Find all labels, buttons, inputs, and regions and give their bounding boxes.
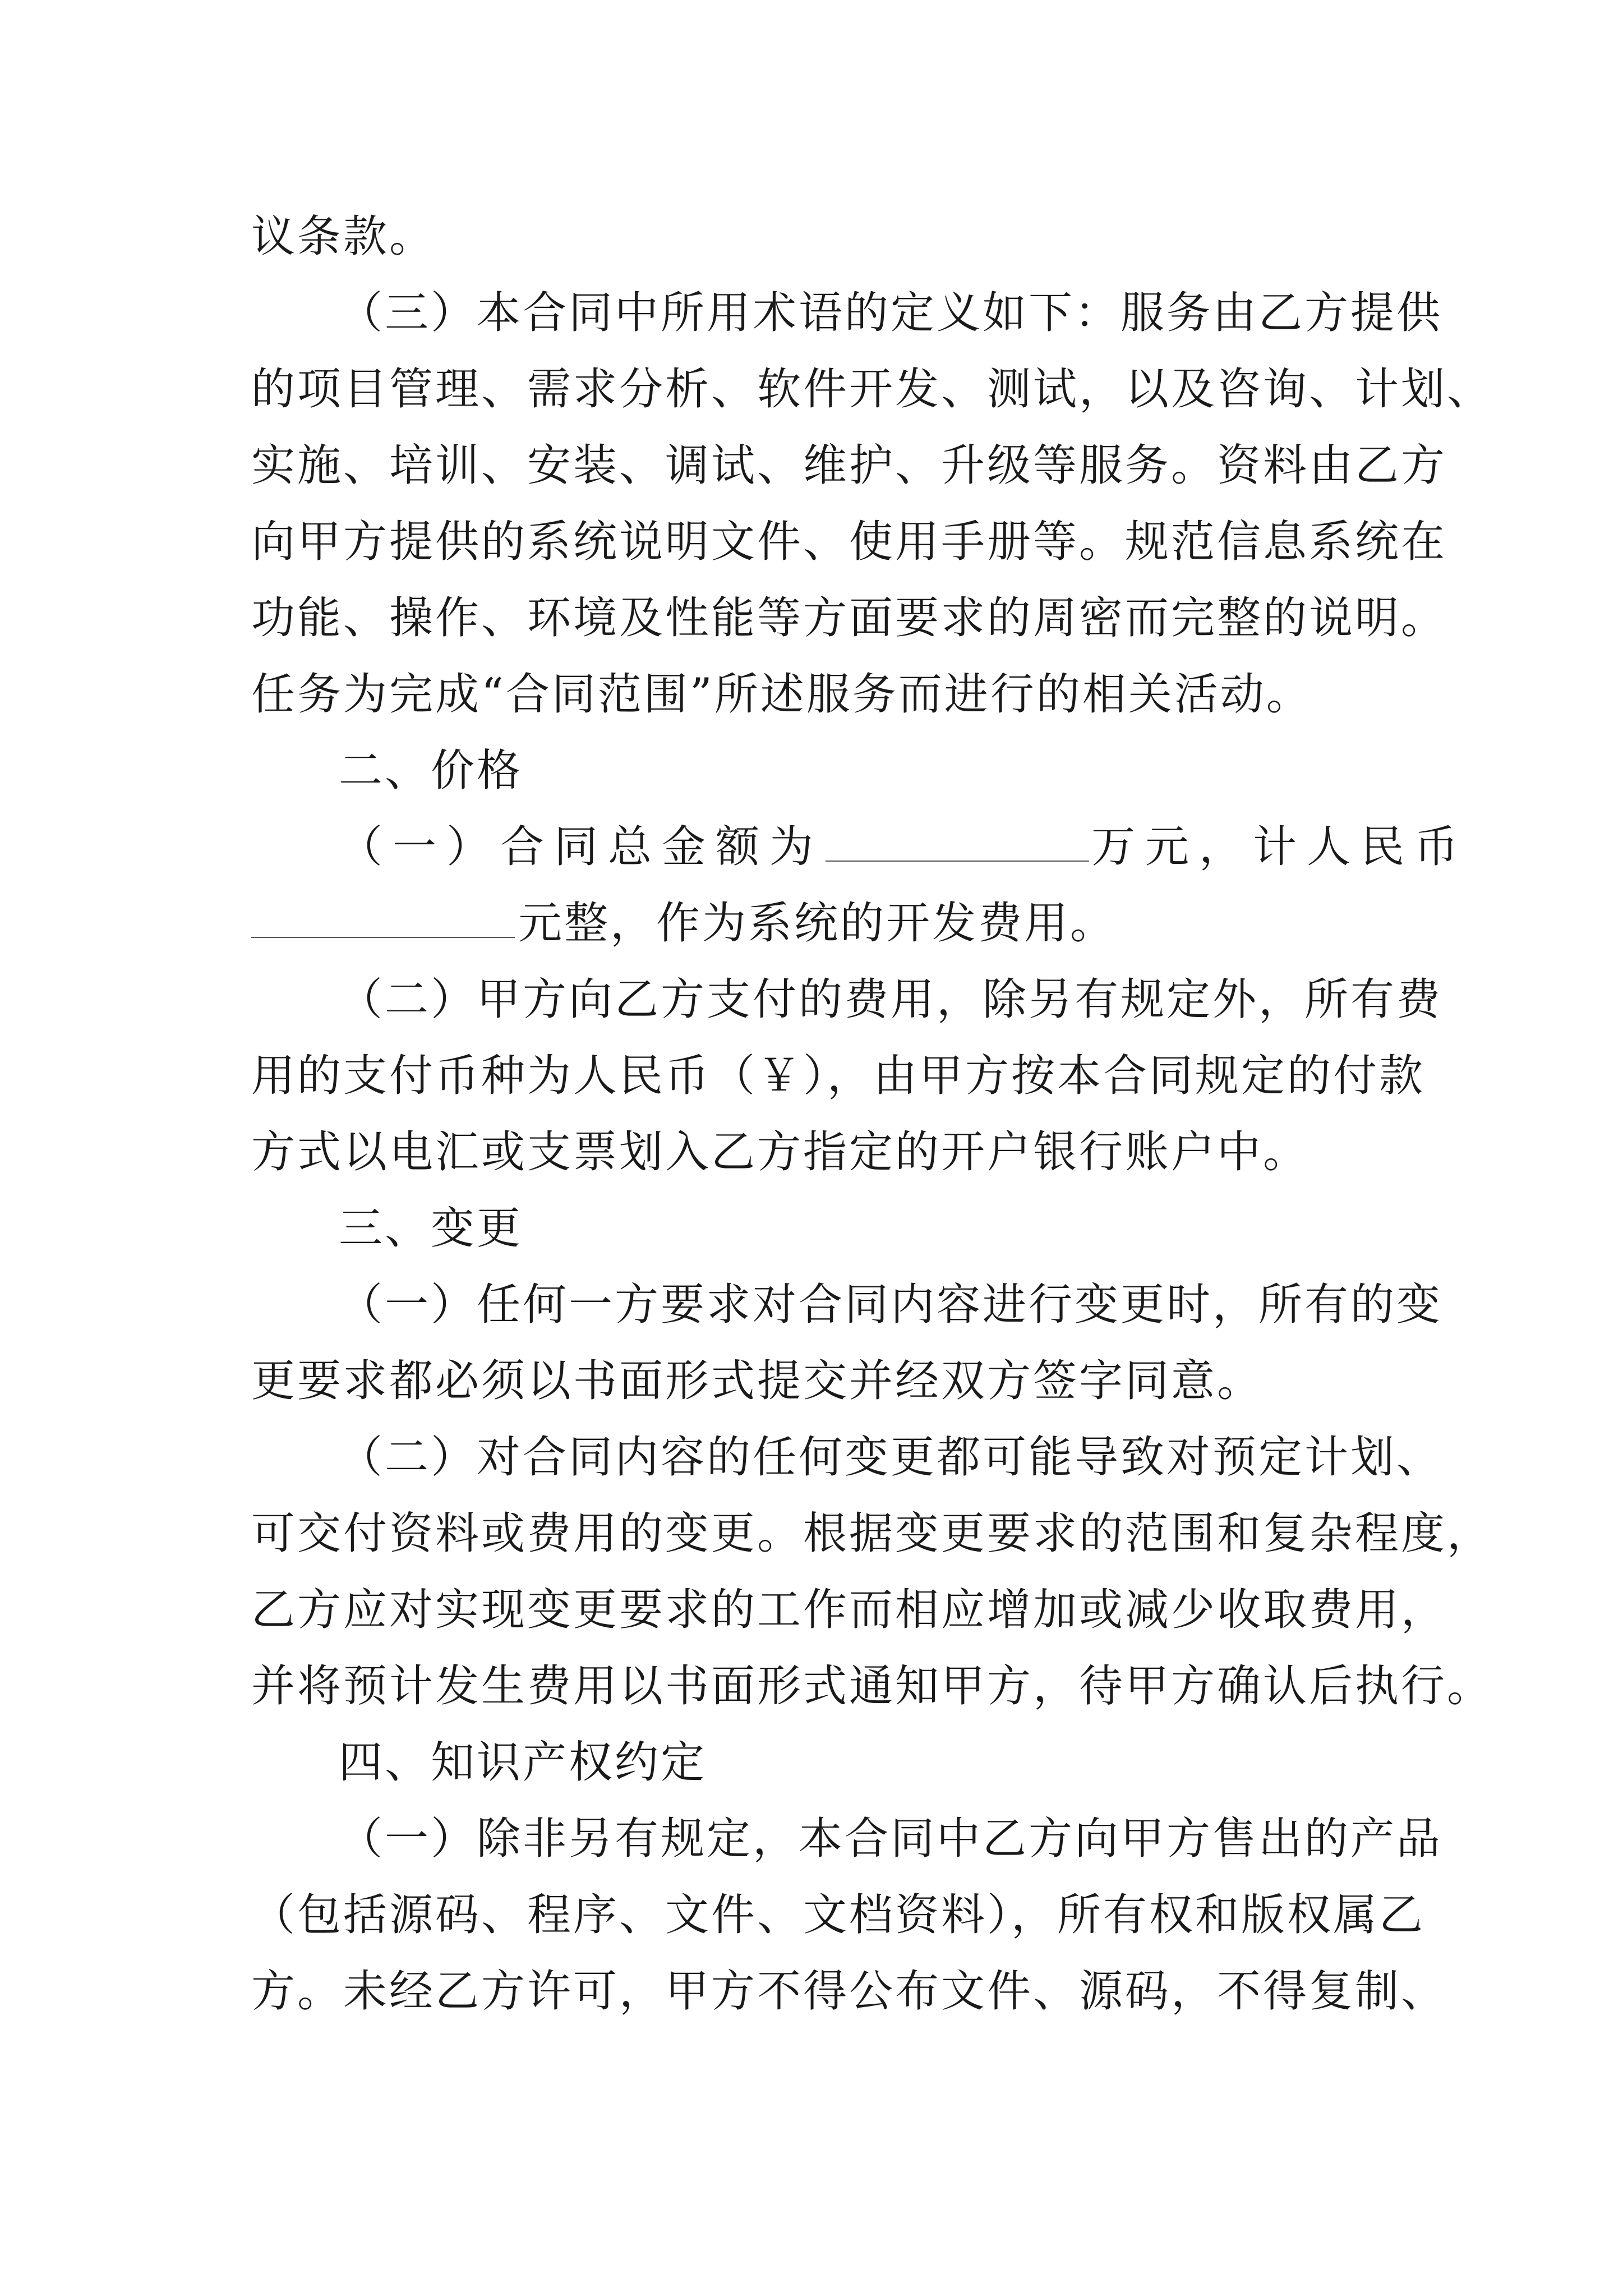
section-heading-ip: 四、知识产权约定 xyxy=(339,1737,707,1788)
clause-3-definitions: （三）本合同中所用术语的定义如下：服务由乙方提供 xyxy=(339,288,1443,338)
text-line: 方。未经乙方许可，甲方不得公布文件、源码，不得复制、 xyxy=(251,1966,1447,2017)
text-line: 方式以电汇或支票划入乙方指定的开户银行账户中。 xyxy=(251,1127,1310,1177)
text-line: （包括源码、程序、文件、文档资料），所有权和版权属乙 xyxy=(251,1890,1426,1940)
text-line: 并将预计发生费用以书面形式通知甲方，待甲方确认后执行。 xyxy=(251,1661,1493,1711)
clause-price-2: （二）甲方向乙方支付的费用，除另有规定外，所有费 xyxy=(339,974,1443,1025)
text-fragment: 万元，计人民币 xyxy=(1091,822,1469,872)
clause-change-1: （一）任何一方要求对合同内容进行变更时，所有的变 xyxy=(339,1280,1443,1330)
text-line: 任务为完成“合同范围”所述服务而进行的相关活动。 xyxy=(251,669,1312,720)
text-line: 用的支付币种为人民币（￥），由甲方按本合同规定的付款 xyxy=(251,1051,1426,1101)
text-line: 可交付资料或费用的变更。根据变更要求的范围和复杂程度， xyxy=(251,1508,1493,1559)
section-heading-change: 三、变更 xyxy=(339,1203,523,1254)
text-line: 乙方应对实现变更要求的工作而相应增加或减少收取费用， xyxy=(251,1585,1447,1635)
text-line: 议条款。 xyxy=(251,211,436,262)
rmb-amount-blank-field xyxy=(251,898,515,938)
text-line xyxy=(251,895,1401,951)
text-line: 功能、操作、环境及性能等方面要求的周密而完整的说明。 xyxy=(251,593,1447,643)
text-line: 向甲方提供的系统说明文件、使用手册等。规范信息系统在 xyxy=(251,517,1447,567)
text-line: 的项目管理、需求分析、软件开发、测试，以及咨询、计划、 xyxy=(251,364,1493,415)
text-line: 更要求都必须以书面形式提交并经双方签字同意。 xyxy=(251,1356,1264,1406)
clause-change-2: （二）对合同内容的任何变更都可能导致对预定计划、 xyxy=(339,1432,1443,1483)
text-fragment: （一）合同总金额为 xyxy=(339,822,824,872)
text-line: 实施、培训、安装、调试、维护、升级等服务。资料由乙方 xyxy=(251,440,1447,491)
section-heading-price: 二、价格 xyxy=(339,746,523,796)
amount-blank-field xyxy=(826,821,1089,862)
clause-ip-1: （一）除非另有规定，本合同中乙方向甲方售出的产品 xyxy=(339,1814,1443,1864)
clause-price-1 xyxy=(339,819,1488,875)
text-fragment: 元整，作为系统的开发费用。 xyxy=(518,898,1117,949)
